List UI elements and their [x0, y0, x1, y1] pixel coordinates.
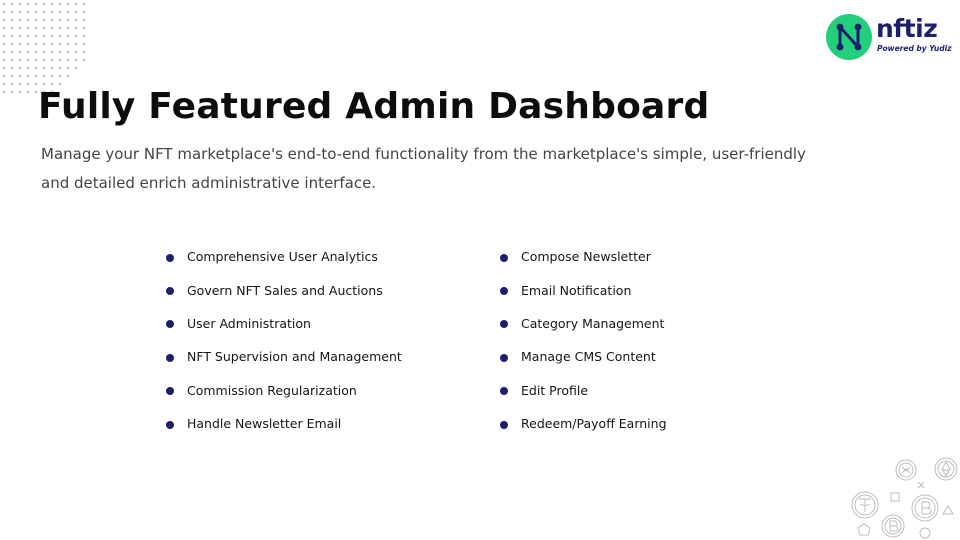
triangle-icon — [943, 506, 953, 514]
feature-label: Handle Newsletter Email — [187, 416, 342, 432]
feature-label: Compose Newsletter — [521, 249, 651, 265]
bullet-dot-icon — [166, 254, 174, 262]
bullet-dot-icon — [166, 387, 174, 395]
bitcoin-icon — [912, 495, 938, 521]
bullet-dot-icon — [500, 287, 508, 295]
feature-label: Category Management — [521, 315, 665, 331]
list-item — [166, 273, 402, 306]
ethereum-icon — [935, 458, 957, 480]
list-item — [500, 307, 667, 340]
feature-label: Commission Regularization — [187, 382, 357, 398]
bullet-dot-icon — [166, 354, 174, 362]
list-item — [166, 340, 402, 373]
feature-list-left — [166, 240, 402, 440]
feature-label: Govern NFT Sales and Auctions — [187, 282, 383, 298]
square-icon — [891, 493, 899, 501]
list-item — [500, 374, 667, 407]
feature-label: User Administration — [187, 315, 311, 331]
list-item — [500, 340, 667, 373]
feature-label: Email Notification — [521, 282, 632, 298]
page-subtitle: Manage your NFT marketplace's end-to-end functionality from the marketplace's simple, user-friendly and detailed enrich administrative interface. — [41, 145, 806, 192]
feature-list-right — [500, 240, 667, 440]
bullet-dot-icon — [500, 354, 508, 362]
close-icon — [918, 482, 924, 488]
circle-icon — [920, 528, 930, 538]
ripple-icon — [896, 460, 916, 480]
list-item — [500, 240, 667, 273]
list-item — [166, 407, 402, 440]
bullet-dot-icon — [166, 287, 174, 295]
feature-label: Redeem/Payoff Earning — [521, 416, 667, 432]
tether-icon — [852, 492, 878, 518]
bullet-dot-icon — [166, 320, 174, 328]
list-item — [166, 240, 402, 273]
list-item — [500, 407, 667, 440]
crypto-icons-decoration — [846, 456, 958, 540]
pentagon-icon — [858, 524, 870, 535]
brand-tagline: Powered by Yudiz — [877, 44, 952, 53]
bullet-dot-icon — [500, 387, 508, 395]
feature-label: Comprehensive User Analytics — [187, 249, 378, 265]
binance-icon — [882, 515, 904, 537]
list-item — [166, 307, 402, 340]
bullet-dot-icon — [166, 421, 174, 429]
feature-label: NFT Supervision and Management — [187, 349, 402, 365]
brand-logo — [824, 12, 954, 62]
list-item — [500, 273, 667, 306]
brand-name: nftiz — [876, 14, 938, 43]
bullet-dot-icon — [500, 254, 508, 262]
feature-label: Manage CMS Content — [521, 349, 656, 365]
page-title: Fully Featured Admin Dashboard — [38, 86, 710, 127]
logo-mark-icon — [826, 14, 872, 60]
dot-grid-pattern — [0, 0, 90, 96]
feature-label: Edit Profile — [521, 382, 589, 398]
list-item — [166, 374, 402, 407]
bullet-dot-icon — [500, 320, 508, 328]
bullet-dot-icon — [500, 421, 508, 429]
